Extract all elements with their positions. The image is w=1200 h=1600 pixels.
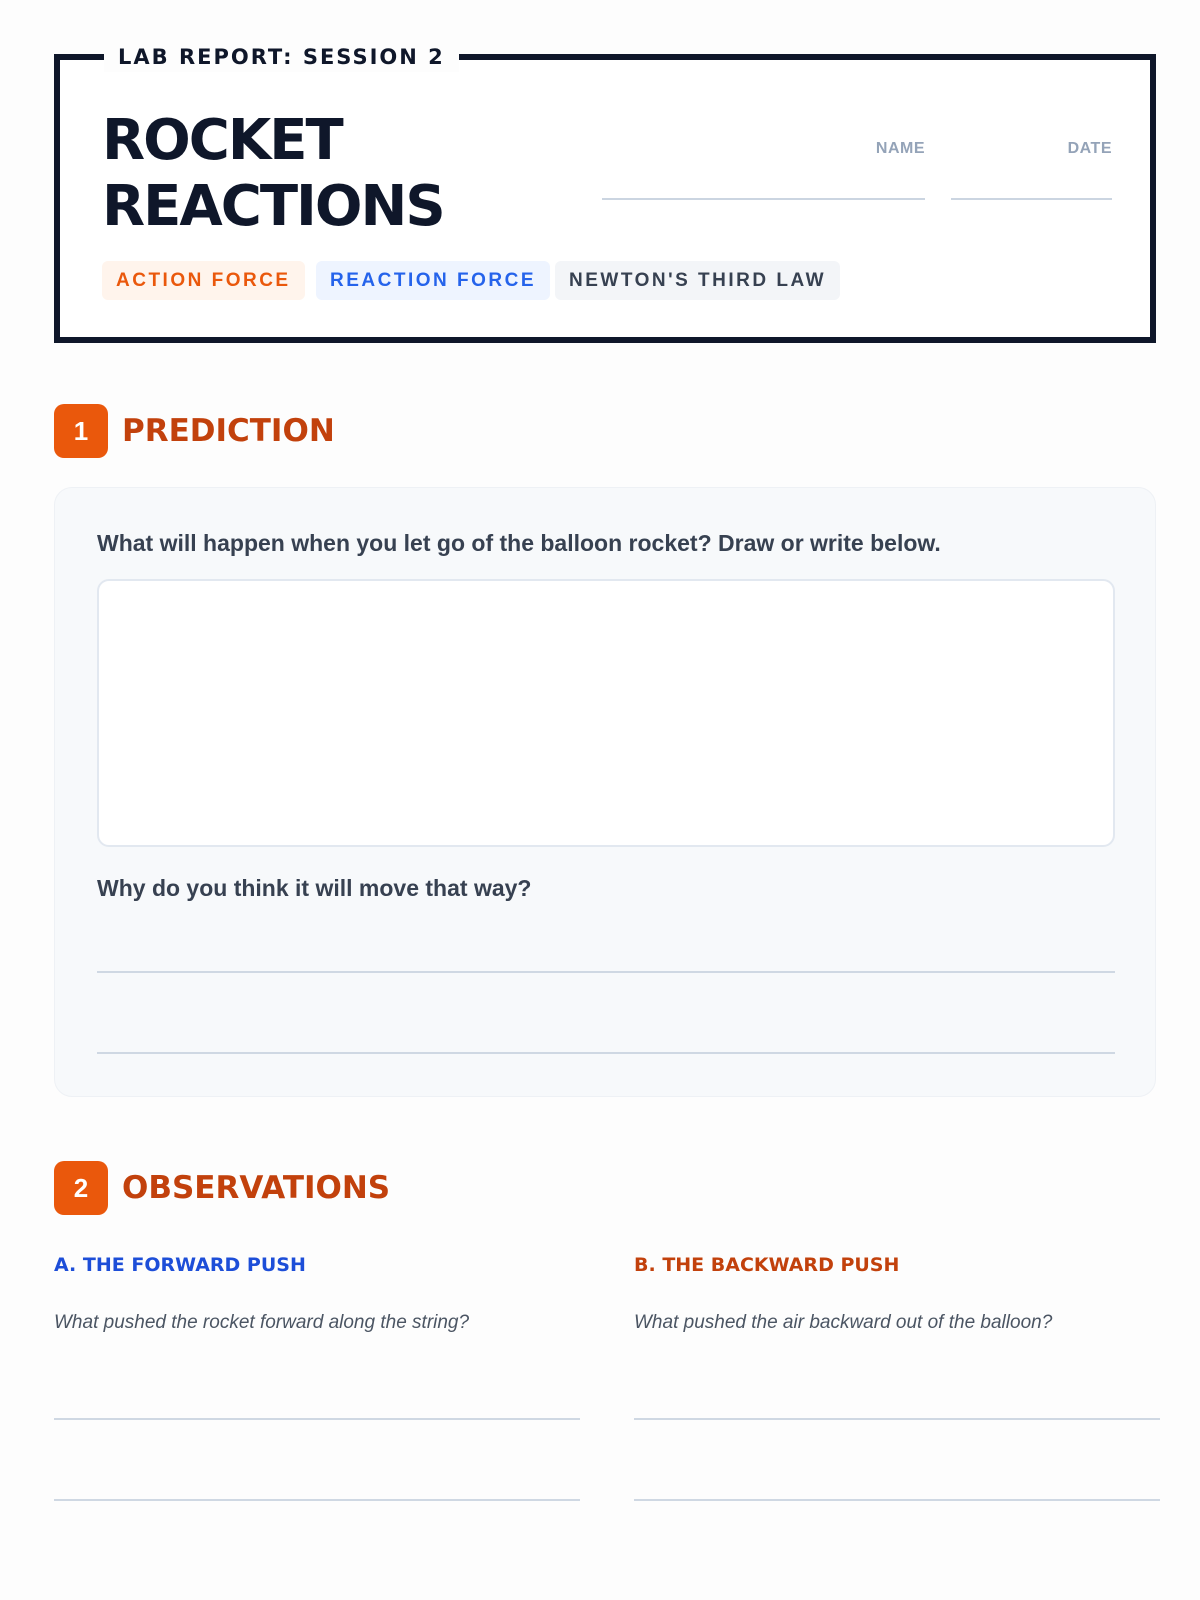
page-title — [102, 108, 444, 240]
section-title: PREDICTION — [122, 413, 335, 449]
forward-push-heading: A. THE FORWARD PUSH — [54, 1254, 306, 1276]
name-label: NAME — [875, 140, 925, 157]
answer-line[interactable] — [54, 1499, 580, 1501]
date-label: DATE — [1067, 140, 1112, 157]
section-title: OBSERVATIONS — [122, 1170, 391, 1206]
answer-line[interactable] — [97, 971, 1115, 973]
prediction-question-2: Why do you think it will move that way? — [97, 875, 532, 901]
forward-push-question: What pushed the rocket forward along the string? — [54, 1312, 470, 1333]
backward-push-heading: B. THE BACKWARD PUSH — [634, 1254, 900, 1276]
tag-newtons-third-law: NEWTON'S THIRD LAW — [555, 261, 840, 300]
drawing-area[interactable] — [97, 579, 1115, 847]
name-field[interactable] — [602, 138, 925, 200]
section-number-badge: 1 — [54, 404, 108, 458]
answer-line[interactable] — [634, 1499, 1160, 1501]
prediction-panel — [54, 487, 1156, 1097]
date-field[interactable] — [951, 138, 1112, 200]
title-line-2: REACTIONS — [102, 174, 444, 239]
backward-push-question: What pushed the air backward out of the balloon? — [634, 1312, 1053, 1333]
tag-action-force: ACTION FORCE — [102, 261, 305, 300]
answer-line[interactable] — [634, 1418, 1160, 1420]
prediction-question-1: What will happen when you let go of the balloon rocket? Draw or write below. — [97, 530, 941, 556]
header-box — [54, 45, 1156, 343]
section-number-badge: 2 — [54, 1161, 108, 1215]
tag-reaction-force: REACTION FORCE — [316, 261, 550, 300]
answer-line[interactable] — [97, 1052, 1115, 1054]
answer-line[interactable] — [54, 1418, 580, 1420]
session-label: LAB REPORT: SESSION 2 — [104, 42, 459, 72]
title-line-1: ROCKET — [102, 108, 342, 173]
